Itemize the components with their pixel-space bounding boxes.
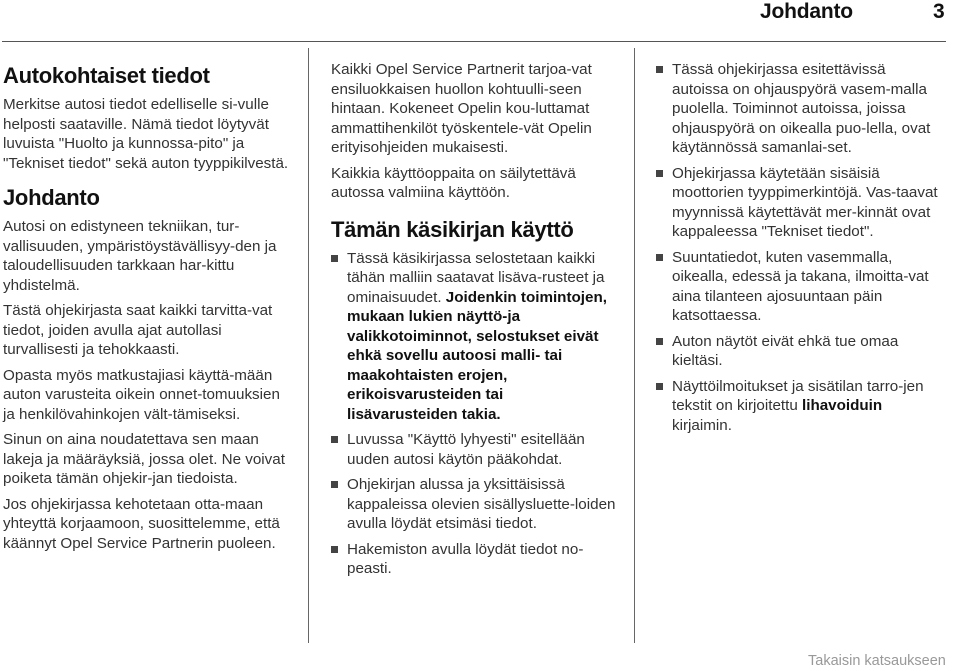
list-item	[331, 249, 617, 425]
page-header-title: Johdanto	[760, 0, 853, 23]
list-item: Auton näytöt eivät ehkä tue omaa kieltäsi.	[656, 332, 942, 371]
paragraph: Merkitse autosi tiedot edelliselle si-vulle helposti saataville. Nämä tiedot löytyvät luvuista "Huolto ja kunnossa-pito" ja "Tekniset tiedot" sekä auton tyyppikilvestä.	[3, 96, 289, 172]
header-divider	[2, 41, 946, 42]
list-item: Tässä ohjekirjassa esitettävissä autoissa on ohjauspyörä vasem-malla puolella. Toiminnot autoissa, joissa ohjauspyörä on oikealla puo-lella, ovat käytännössä samanlai-set.	[656, 60, 942, 158]
column-2	[331, 60, 617, 585]
page-number: 3	[933, 0, 945, 23]
bullet-list	[656, 60, 942, 435]
paragraph: Tästä ohjekirjasta saat kaikki tarvitta-vat tiedot, joiden avulla ajat autollasi turvallisesti ja tehokkaasti.	[3, 302, 273, 358]
list-item-bold-text: Joidenkin toimintojen, mukaan lukien näyttö-ja valikkotoiminnot, selostukset eivät ehkä sovellu autoosi malli- tai maakohtaisten erojen, erikoisvarusteiden tai lisävarusteiden takia.	[347, 288, 607, 423]
back-to-overview-link[interactable]: Takaisin katsaukseen	[808, 653, 946, 669]
bullet-list	[331, 249, 617, 579]
list-item: Hakemiston avulla löydät tiedot no-peasti.	[331, 540, 617, 579]
paragraph: Opasta myös matkustajiasi käyttä-mään auton varusteita oikein onnet-tomuuksien ja henkilövahinkojen vält-tämiseksi.	[3, 366, 280, 423]
list-item	[656, 377, 942, 436]
column-1	[3, 63, 289, 559]
list-item-text: Tässä käsikirjassa selostetaan kaikki tähän malliin saatavat lisäva-rusteet ja ominaisuudet.	[347, 249, 605, 306]
list-item: Suuntatiedot, kuten vasemmalla, oikealla, edessä ja takana, ilmoitta-vat aina tilanteen ajosuuntaan päin katsottaessa.	[656, 248, 942, 326]
list-item: Ohjekirjassa käytetään sisäisiä moottorien tyyppimerkintöjä. Vas-taavat myynnissä käytettävät mer-kinnät ovat kappaleessa "Tekniset tiedot".	[656, 164, 942, 242]
paragraph: Kaikkia käyttöoppaita on säilytettävä autossa valmiina käyttöön.	[331, 164, 576, 201]
list-item-bold-text: lihavoiduin	[802, 397, 883, 414]
paragraph: Kaikki Opel Service Partnerit tarjoa-vat ensiluokkaisen huollon kohtuulli-seen hintaan. Kokeneet Opelin kou-luttamat ammattihenkilöt työskentele-vät Opelin erityisohjeiden mukaisesti.	[331, 61, 592, 156]
section-heading-introduction: Johdanto	[3, 185, 100, 210]
section-heading-manual-usage: Tämän käsikirjan käyttö	[331, 216, 574, 242]
list-item-text: kirjaimin.	[672, 416, 732, 434]
column-divider-1	[308, 48, 309, 643]
paragraph: Autosi on edistyneen tekniikan, tur-vallisuuden, ympäristöystävällisyy-den ja taloudellisuuden tarkkaan har-kittu yhdistelmä.	[3, 218, 277, 294]
paragraph: Jos ohjekirjassa kehotetaan otta-maan yhteyttä korjaamoon, suosittelemme, että käännyt Opel Service Partnerin puoleen.	[3, 495, 280, 552]
section-heading-vehicle-data: Autokohtaiset tiedot	[3, 63, 210, 88]
list-item: Ohjekirjan alussa ja yksittäisissä kappaleissa olevien sisällysluette-loiden avulla löydät etsimäsi tiedot.	[331, 475, 617, 534]
column-divider-2	[634, 48, 635, 643]
list-item-text: Näyttöilmoitukset ja sisätilan tarro-jen tekstit on kirjoitettu	[672, 377, 924, 414]
paragraph: Sinun on aina noudatettava sen maan lakeja ja määräyksiä, jossa olet. Ne voivat poiketa tämän ohjekir-jan tiedoista.	[3, 431, 285, 487]
list-item: Luvussa "Käyttö lyhyesti" esitellään uuden autosi käytön pääkohdat.	[331, 430, 617, 469]
column-3	[656, 60, 942, 441]
